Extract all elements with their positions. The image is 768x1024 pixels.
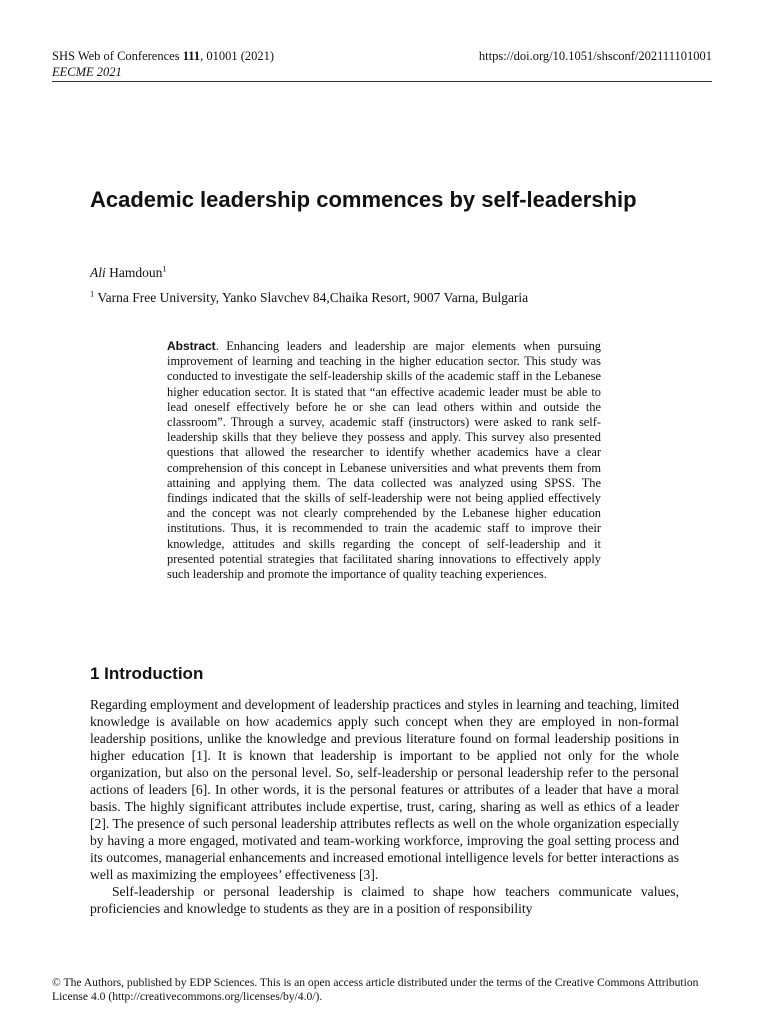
running-header-top-row [52, 48, 712, 64]
author-given-name: Ali [90, 265, 106, 280]
affiliation-marker: 1 [90, 288, 95, 299]
affiliation-text: Varna Free University, Yanko Slavchev 84,Chaika Resort, 9007 Varna, Bulgaria [94, 290, 529, 305]
author-line [90, 264, 167, 282]
article-info: , 01001 (2021) [200, 49, 275, 63]
sub-conference: EECME 2021 [52, 65, 122, 79]
header-divider [52, 81, 712, 82]
abstract [167, 339, 601, 582]
author-family-name: Hamdoun [105, 265, 163, 280]
doi-link[interactable]: https://doi.org/10.1051/shsconf/202111101001 [478, 49, 712, 63]
body-paragraph: Self-leadership or personal leadership is claimed to shape how teachers communicate values, proficiencies and knowledge to students as they are in a position of responsibility [90, 884, 679, 916]
conference-name: SHS Web of Conferences [52, 49, 183, 63]
author-affiliation-marker: 1 [162, 263, 167, 274]
abstract-label: Abstract [167, 339, 216, 353]
license-footer: © The Authors, published by EDP Sciences. This is an open access article distributed under the terms of the Creative Commons Attribution License 4.0 (http://creativecommons.org/licenses/by/4.0/). [52, 976, 699, 1003]
affiliation-line [90, 289, 528, 307]
running-header [52, 48, 712, 80]
body-paragraph: Regarding employment and development of leadership practices and styles in learning and teaching, limited knowledge is available on how academics apply such concept when they are employed in non-formal leadership positions, unlike the knowledge and previous literature found on formal leadership positions in higher education [1]. It is known that leadership is important to be applied not only for the whole organization, but also on the personal level. So, self-leadership or personal leadership refer to the personal actions of leaders [6]. In other words, it is the personal features or attributes of a leader that have a moral basis. The highly significant attributes include expertise, trust, caring, sharing as well as ethics of a leader [2]. The presence of such personal leadership attributes reflects as well on the whole organization especially by having a more engaged, motivated and team-working workforce, improving the goal setting process and its outcomes, managerial enhancements and increased emotional intelligence levels for better interactions as well as maximizing the employees’ effectiveness [3]. [90, 697, 679, 882]
paper-title: Academic leadership commences by self-leadership [90, 187, 637, 212]
section-body-introduction [90, 696, 679, 917]
volume-number: 111 [182, 49, 201, 63]
conference-citation [52, 48, 274, 64]
abstract-text: . Enhancing leaders and leadership are major elements when pursuing improvement of learning and teaching in the higher education sector. This study was conducted to investigate the self-leadership skills of the academic staff in the Lebanese higher education sector. It is stated that “an effective academic leader must be able to lead oneself effectively before he or she can lead others within and outside the classroom”. Through a survey, academic staff (instructors) were asked to rank self-leadership skills that they believe they possess and apply. This survey also presented questions that allowed the researcher to identify whether academics have a clear comprehension of this concept in Lebanese universities and what prevents them from attaining and applying them. The data collected was analyzed using SPSS. The findings indicated that the skills of self-leadership were not being applied effectively and the concept was not clearly comprehended by the Lebanese higher education institutions. Thus, it is recommended to train the academic staff to improve their knowledge, attitudes and skills regarding the concept of self-leadership and it presented potential strategies that facilitated sharing innovations to effectively apply such leadership and promote the importance of quality teaching experiences. [167, 339, 601, 582]
section-heading-introduction: 1 Introduction [90, 664, 204, 683]
